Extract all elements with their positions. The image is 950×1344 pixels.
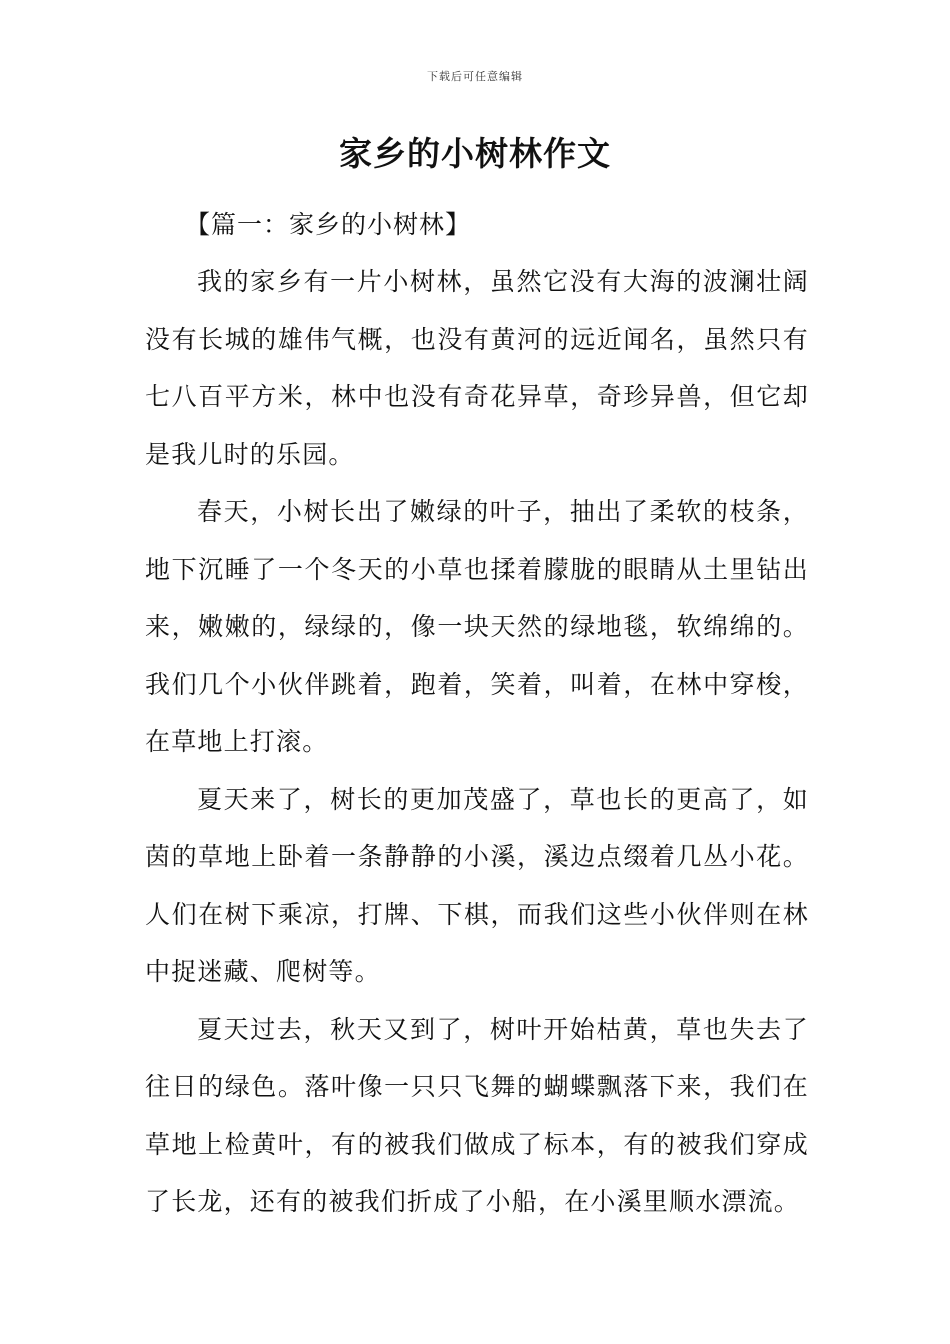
section-heading: 【篇一：家乡的小树林】 — [185, 210, 472, 239]
paragraph-2: 春天，小树长出了嫩绿的叶子，抽出了柔软的枝条，地下沉睡了一个冬天的小草也揉着朦胧的眼睛从土里钻出来，嫩嫩的，绿绿的，像一块天然的绿地毯，软绵绵的。我们几个小伙伴跳着，跑着，笑着，叫着，在林中穿梭，在草地上打滚。 — [145, 497, 809, 756]
paragraph-1: 我的家乡有一片小树林，虽然它没有大海的波澜壮阔没有长城的雄伟气概，也没有黄河的远近闻名，虽然只有七八百平方米，林中也没有奇花异草，奇珍异兽，但它却是我儿时的乐园。 — [145, 267, 809, 469]
paragraph-3: 夏天来了，树长的更加茂盛了，草也长的更高了，如茵的草地上卧着一条静静的小溪，溪边点缀着几丛小花。人们在树下乘凉，打牌、下棋，而我们这些小伙伴则在林中捉迷藏、爬树等。 — [145, 784, 809, 986]
document-body — [145, 196, 809, 1231]
header-note: 下载后可任意编辑 — [427, 70, 523, 83]
document-title: 家乡的小树林作文 — [339, 134, 611, 173]
paragraph-4: 夏天过去，秋天又到了，树叶开始枯黄，草也失去了往日的绿色。落叶像一只只飞舞的蝴蝶飘落下来，我们在草地上检黄叶，有的被我们做成了标本，有的被我们穿成了长龙，还有的被我们折成了小船，在小溪里顺水漂流。 — [145, 1014, 809, 1216]
